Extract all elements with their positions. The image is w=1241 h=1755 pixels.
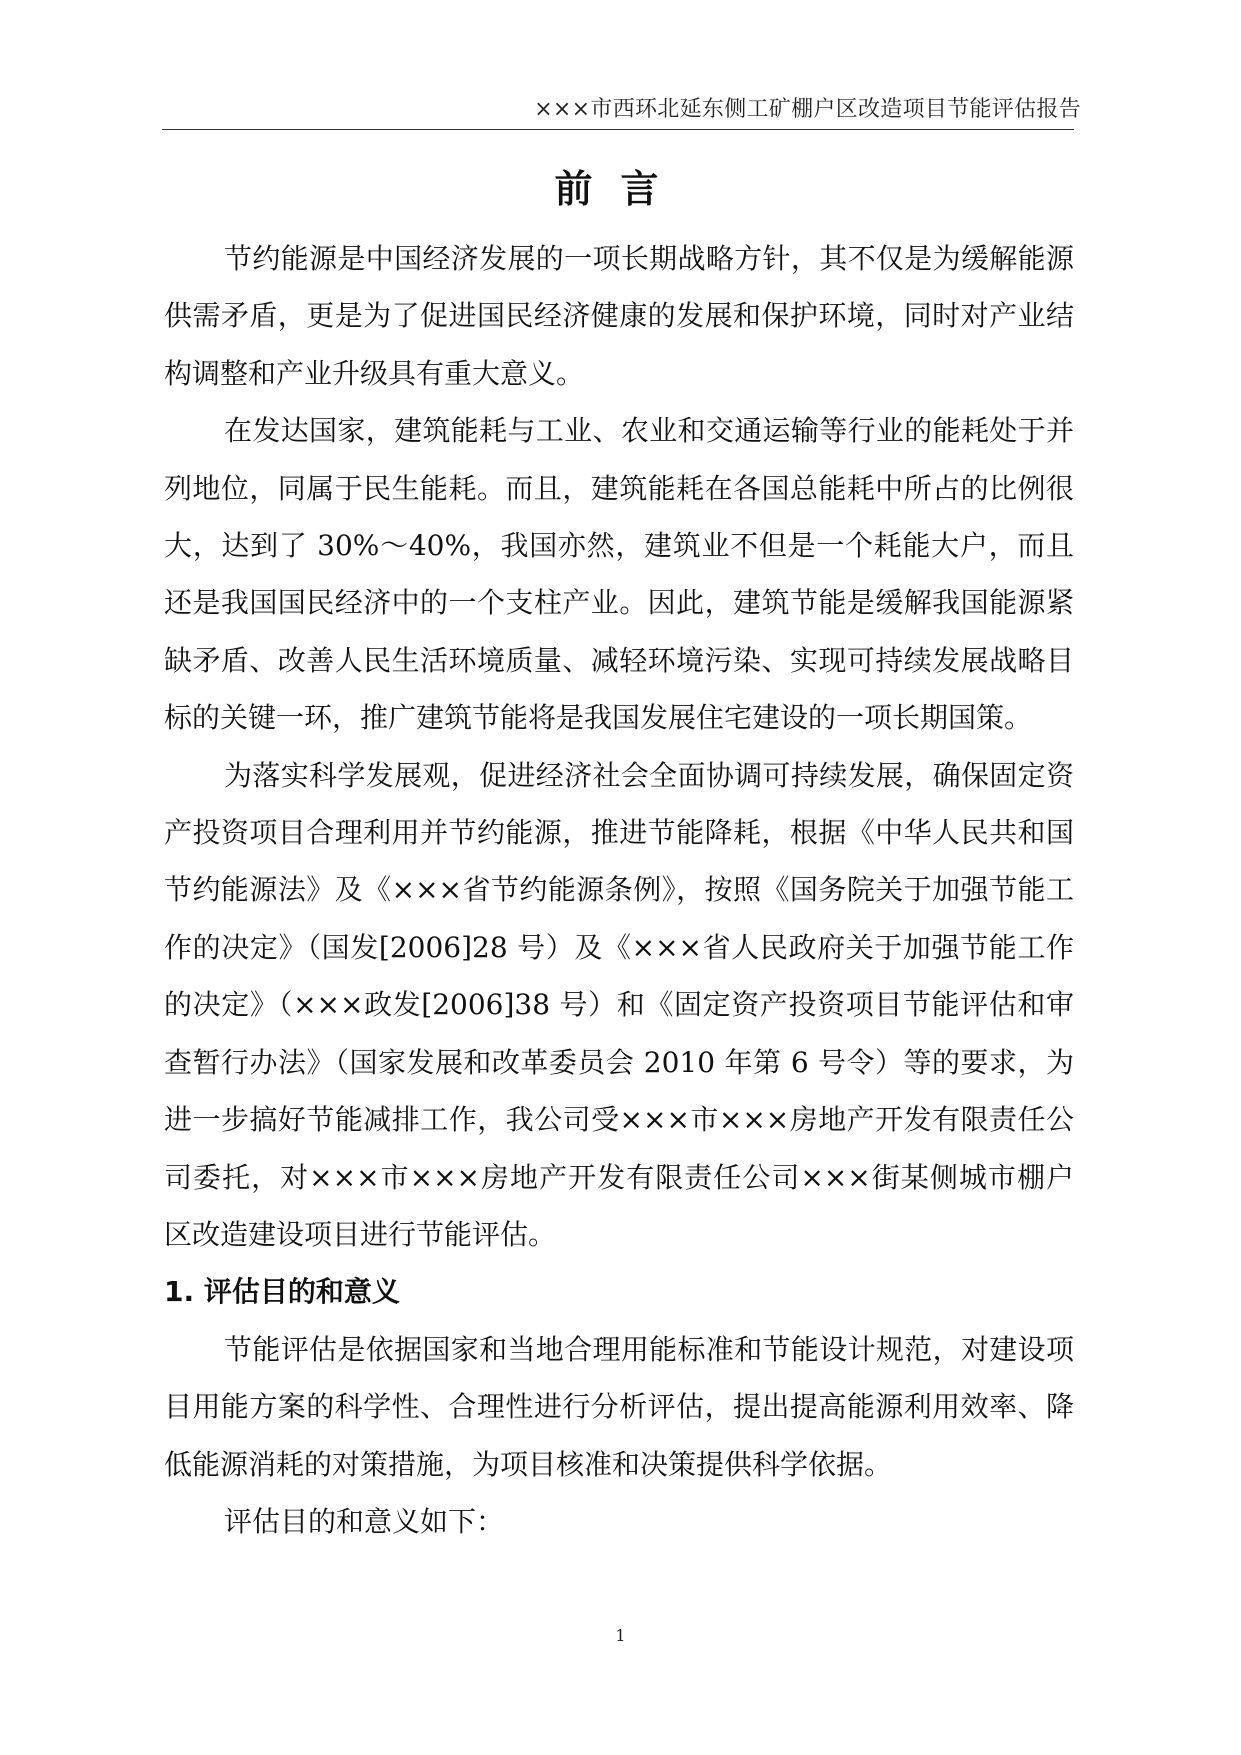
- paragraph-2: 在发达国家，建筑能耗与工业、农业和交通运输等行业的能耗处于并列地位，同属于民生能耗。而且，建筑能耗在各国总能耗中所占的比例很大，达到了 30%～40%，我国亦然，建筑业不但是一个耗能大户，而且还是我国国民经济中的一个支柱产业。因此，建筑节能是缓解我国能源紧缺矛盾、改善人民生活环境质量、减轻环境污染、实现可持续发展战略目标的关键一环，推广建筑节能将是我国发展住宅建设的一项长期国策。: [164, 414, 1074, 735]
- paragraph-1: 节约能源是中国经济发展的一项长期战略方针，其不仅是为缓解能源供需矛盾，更是为了促进国民经济健康的发展和保护环境，同时对产业结构调整和产业升级具有重大意义。: [164, 242, 1074, 390]
- document-body: [164, 230, 1074, 1550]
- section-1-paragraph-2: 评估目的和意义如下：: [224, 1504, 505, 1538]
- page-number: 1: [615, 1626, 626, 1645]
- header-rule: [162, 129, 1074, 130]
- running-header: ×××市西环北延东侧工矿棚户区改造项目节能评估报告: [534, 97, 1081, 122]
- section-1-paragraph-1: 节能评估是依据国家和当地合理用能标准和节能设计规范，对建设项目用能方案的科学性、合理性进行分析评估，提出提高能源利用效率、降低能源消耗的对策措施，为项目核准和决策提供科学依据。: [164, 1332, 1074, 1481]
- page-title: 前言: [554, 167, 687, 211]
- paragraph-3: 为落实科学发展观，促进经济社会全面协调可持续发展，确保固定资产投资项目合理利用并节约能源，推进节能降耗，根据《中华人民共和国节约能源法》及《×××省节约能源条例》，按照《国务院关于加强节能工作的决定》（国发[2006]28 号）及《×××省人民政府关于加强节能工作的决定》（×××政发[2006]38 号）和《固定资产投资项目节能评估和审查暂行办法》（国家发展和改革委员会 2010 年第 6 号令）等的要求，为进一步搞好节能减排工作，我公司受×××市×××房地产开发有限责任公司委托，对×××市×××房地产开发有限责任公司×××街某侧城市棚户区改造建设项目进行节能评估。: [164, 758, 1074, 1251]
- section-heading-1: 1. 评估目的和意义: [164, 1275, 400, 1309]
